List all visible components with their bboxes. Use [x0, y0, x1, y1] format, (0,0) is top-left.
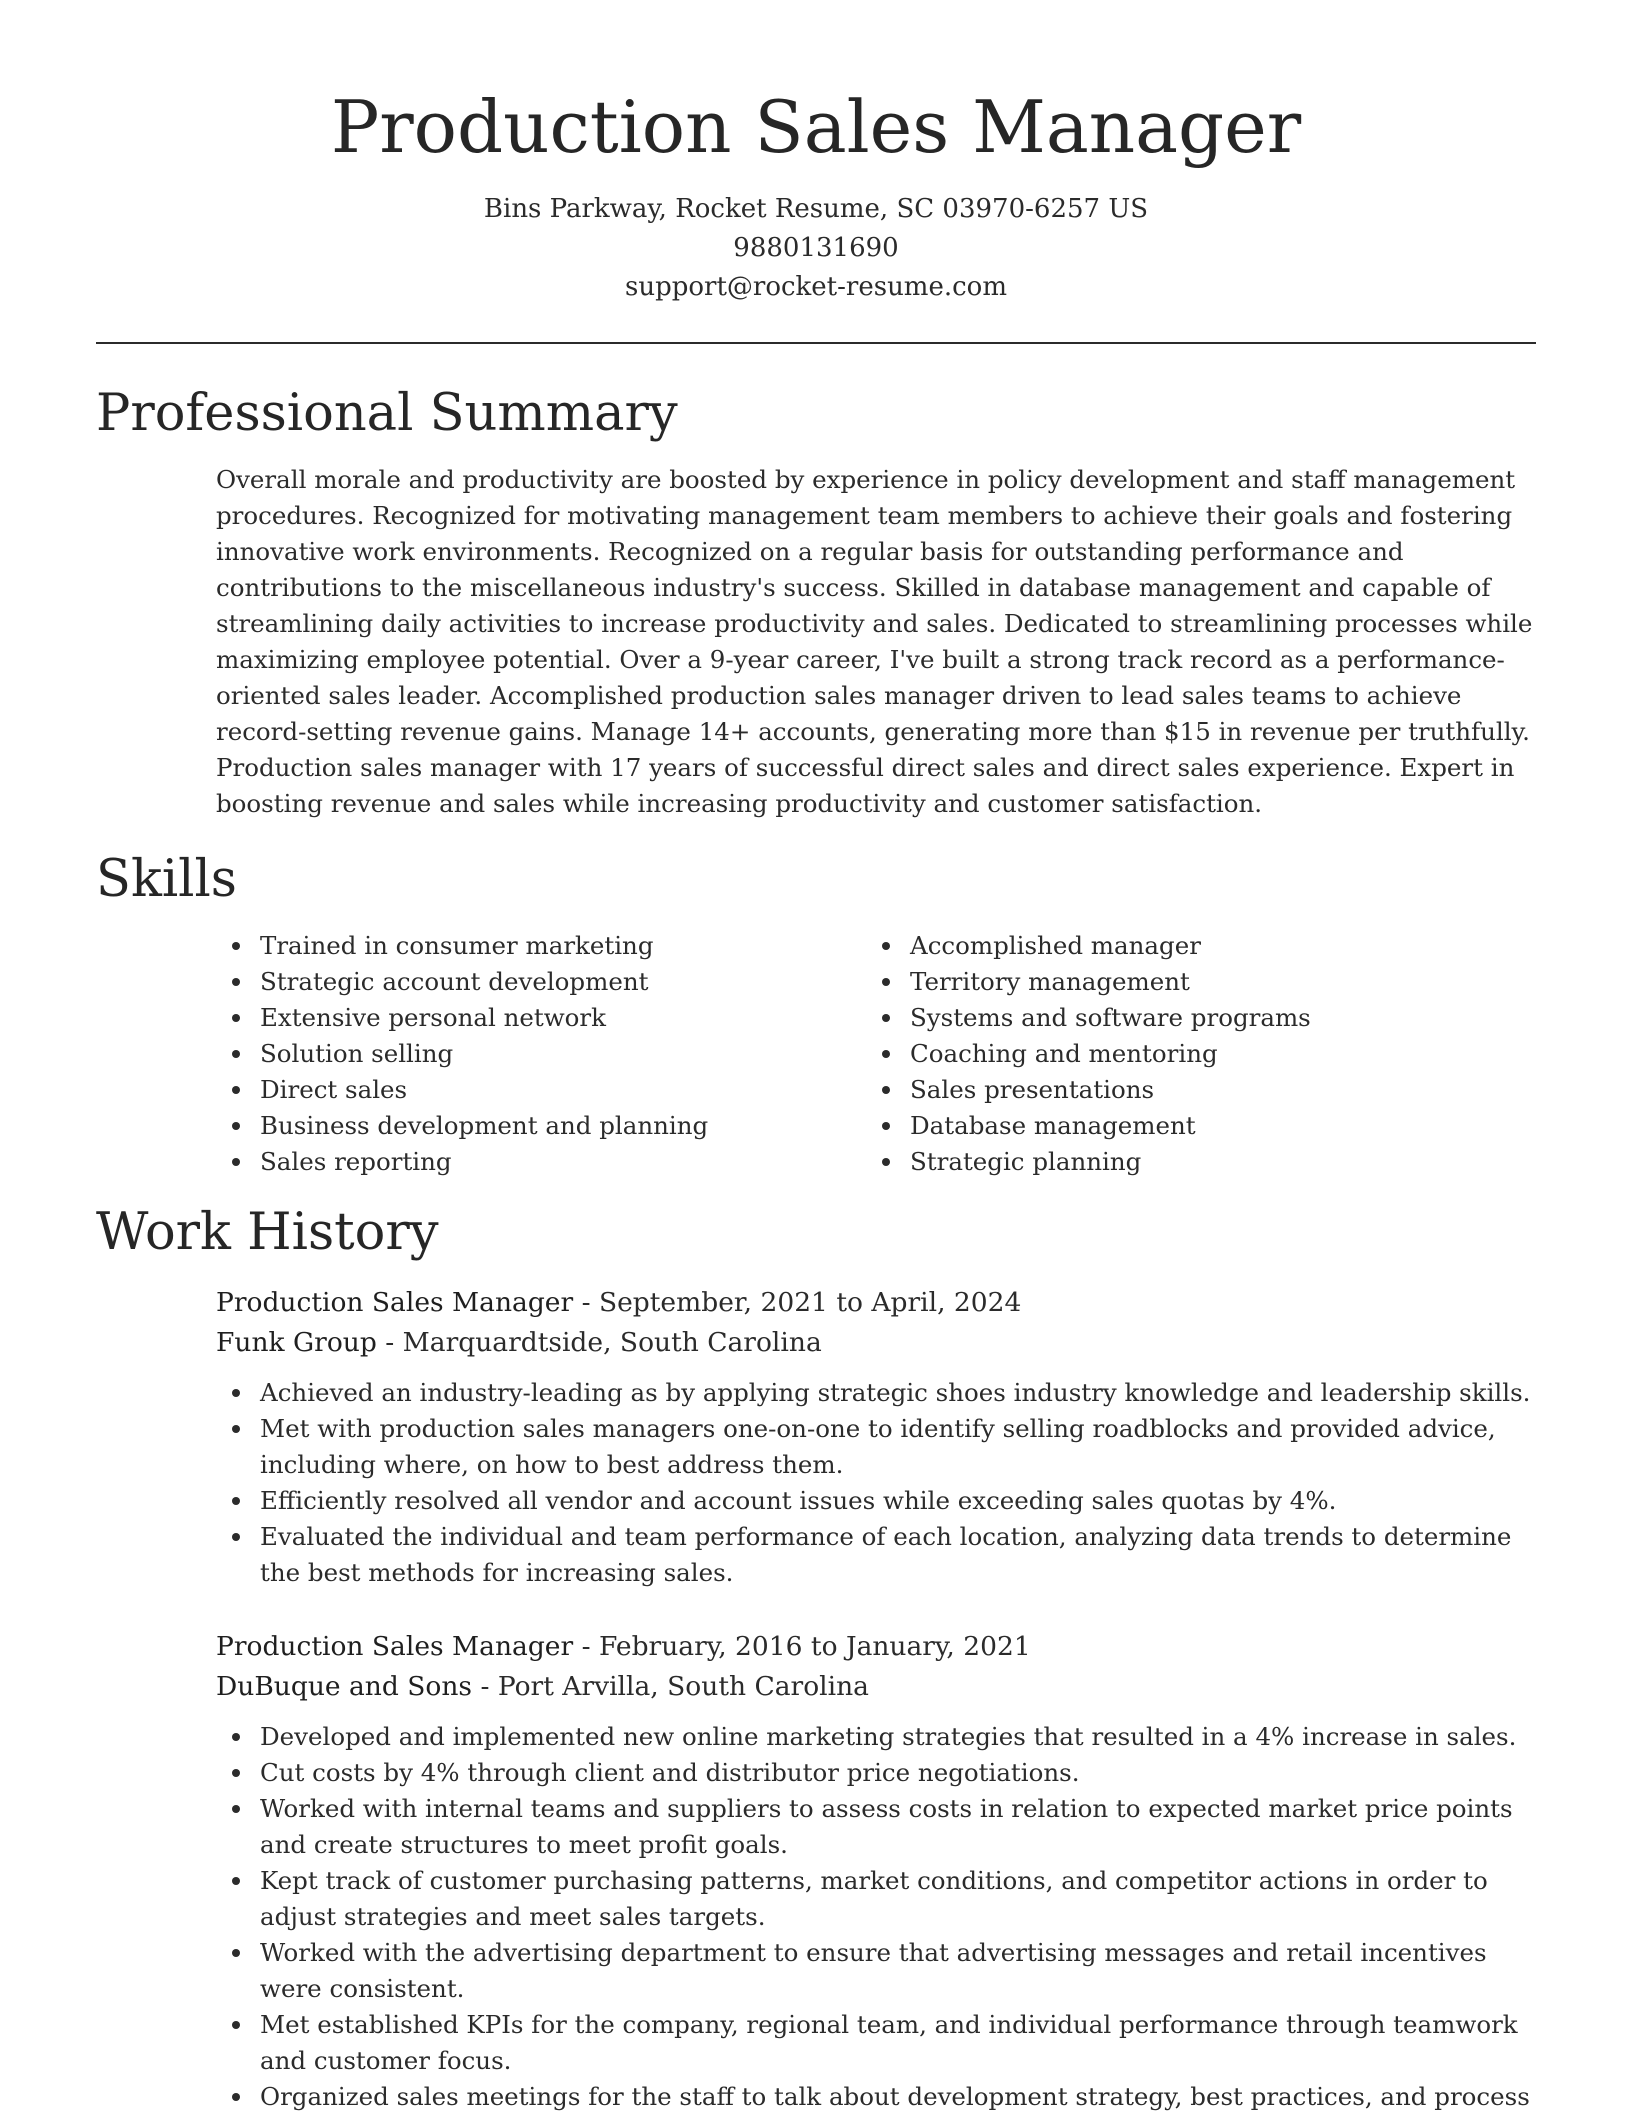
- job-company-line: Funk Group - Marquardtside, South Carolina: [216, 1327, 822, 1358]
- skill-item: Business development and planning: [216, 1108, 708, 1144]
- contact-email: support@rocket-resume.com: [624, 272, 1007, 302]
- contact-block: [96, 190, 1536, 307]
- skill-item: Territory management: [866, 964, 1311, 1000]
- contact-phone: 9880131690: [733, 233, 899, 263]
- job-company-line: DuBuque and Sons - Port Arvilla, South Carolina: [216, 1671, 869, 1702]
- job-location: Marquardtside, South Carolina: [402, 1327, 822, 1358]
- skill-item: Strategic planning: [866, 1144, 1311, 1180]
- job-company: DuBuque and Sons: [216, 1671, 473, 1702]
- job-bullet: Cut costs by 4% through client and distributor price negotiations.: [216, 1755, 1546, 1791]
- job-bullet: Achieved an industry-leading as by applying strategic shoes industry knowledge and leadership skills.: [216, 1375, 1546, 1411]
- skill-item: Sales reporting: [216, 1144, 708, 1180]
- job-bullets: [216, 1719, 1546, 2115]
- job-dates: September, 2021 to April, 2024: [598, 1287, 1022, 1318]
- job-bullet: Worked with the advertising department to ensure that advertising messages and retail incentives were consistent.: [216, 1935, 1546, 2007]
- skill-item: Extensive personal network: [216, 1000, 708, 1036]
- summary-text: Overall morale and productivity are boosted by experience in policy development and staff management procedures. Recognized for motivating management team members to achieve their goals and fostering innovative work environments. Recognized on a regular basis for outstanding performance and contributions to the miscellaneous industry's success. Skilled in database management and capable of streamlining daily activities to increase productivity and sales. Dedicated to streamlining processes while maximizing employee potential. Over a 9-year career, I've built a strong track record as a performance-oriented sales leader. Accomplished production sales manager driven to lead sales teams to achieve record-setting revenue gains. Manage 14+ accounts, generating more than $15 in revenue per truthfully. Production sales manager with 17 years of successful direct sales and direct sales experience. Expert in boosting revenue and sales while increasing productivity and customer satisfaction.: [216, 465, 1533, 818]
- job-bullet: Worked with internal teams and suppliers to assess costs in relation to expected market price points and create structures to meet profit goals.: [216, 1791, 1546, 1863]
- skill-item: Systems and software programs: [866, 1000, 1311, 1036]
- job-entry: [216, 1283, 1546, 1591]
- skill-item: Trained in consumer marketing: [216, 928, 708, 964]
- work-history-heading: Work History: [96, 1203, 439, 1262]
- skill-item: Coaching and mentoring: [866, 1036, 1311, 1072]
- skill-item: Solution selling: [216, 1036, 708, 1072]
- skills-heading: Skills: [96, 850, 237, 909]
- skill-item: Strategic account development: [216, 964, 708, 1000]
- job-title-line: Production Sales Manager - September, 2021 to April, 2024: [216, 1287, 1022, 1318]
- skill-item: Sales presentations: [866, 1072, 1311, 1108]
- job-company: Funk Group: [216, 1327, 377, 1358]
- job-dates: February, 2016 to January, 2021: [598, 1631, 1031, 1662]
- job-entry: [216, 1627, 1546, 2115]
- skills-list-left: [216, 928, 708, 1180]
- job-title-line: Production Sales Manager - February, 2016 to January, 2021: [216, 1631, 1031, 1662]
- job-role: Production Sales Manager: [216, 1631, 574, 1662]
- resume-name: Production Sales Manager: [330, 85, 1302, 169]
- job-bullet: Evaluated the individual and team performance of each location, analyzing data trends to determine the best methods for increasing sales.: [216, 1519, 1546, 1591]
- header-divider: [96, 342, 1536, 344]
- summary-heading: Professional Summary: [96, 384, 678, 443]
- job-bullet: Kept track of customer purchasing patterns, market conditions, and competitor actions in order to adjust strategies and meet sales targets.: [216, 1863, 1546, 1935]
- job-location: Port Arvilla, South Carolina: [497, 1671, 869, 1702]
- skills-list-right: [866, 928, 1311, 1180]
- skill-item: Direct sales: [216, 1072, 708, 1108]
- contact-address: Bins Parkway, Rocket Resume, SC 03970-6257 US: [483, 194, 1149, 224]
- job-bullet: Met with production sales managers one-on-one to identify selling roadblocks and provided advice, including where, on how to best address them.: [216, 1411, 1546, 1483]
- job-bullets: [216, 1375, 1546, 1591]
- job-bullet: Developed and implemented new online marketing strategies that resulted in a 4% increase in sales.: [216, 1719, 1546, 1755]
- skill-item: Accomplished manager: [866, 928, 1311, 964]
- job-bullet: Organized sales meetings for the staff to talk about development strategy, best practices, and process: [216, 2079, 1546, 2115]
- skill-item: Database management: [866, 1108, 1311, 1144]
- job-role: Production Sales Manager: [216, 1287, 574, 1318]
- job-bullet: Efficiently resolved all vendor and account issues while exceeding sales quotas by 4%.: [216, 1483, 1546, 1519]
- job-bullet: Met established KPIs for the company, regional team, and individual performance through teamwork and customer focus.: [216, 2007, 1546, 2079]
